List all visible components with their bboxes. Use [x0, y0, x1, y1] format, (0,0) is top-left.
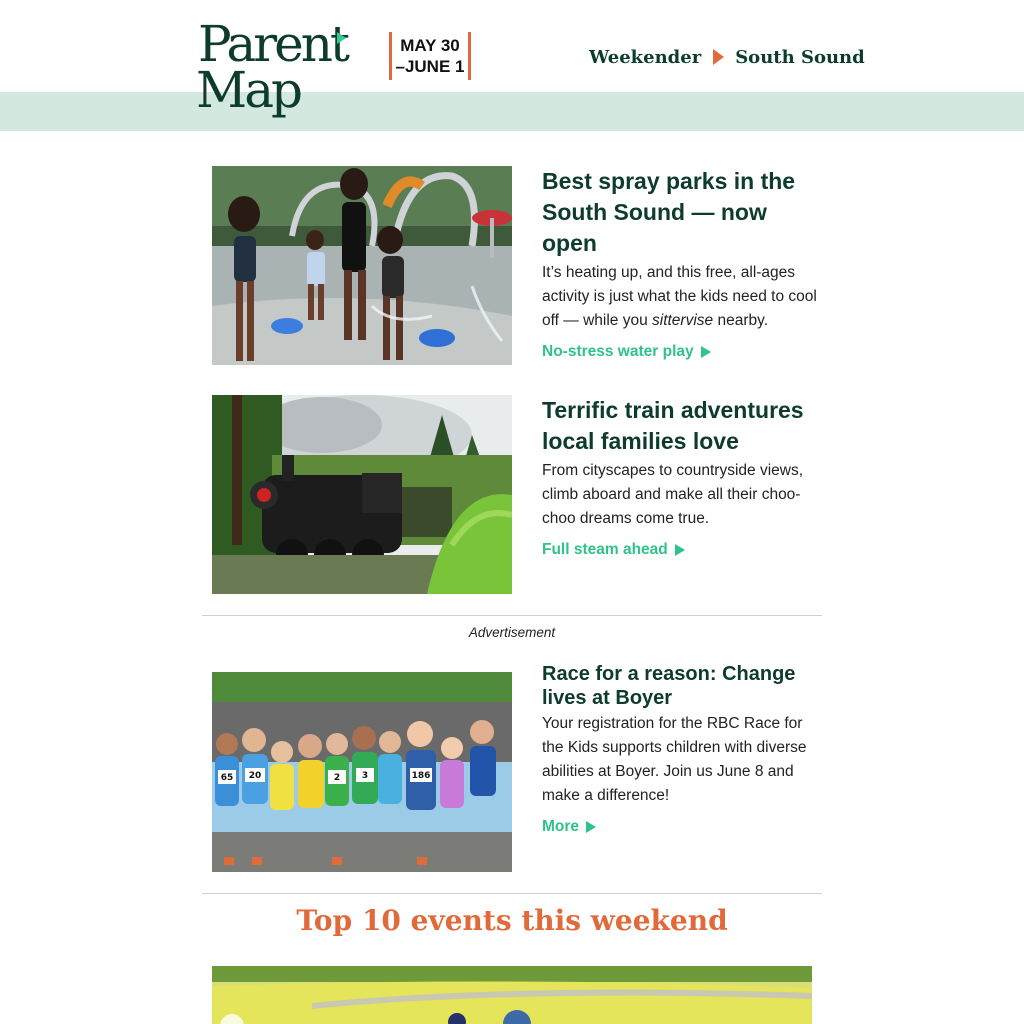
newsletter-breadcrumb: [589, 44, 865, 70]
bib: 2: [333, 773, 341, 783]
ad-description: Your registration for the RBC Race for the Kids supports children with diverse abilities at Boyer. Join us June 8 and make a difference!: [542, 715, 807, 804]
story-link-water-play[interactable]: [542, 343, 711, 361]
header: [0, 0, 1024, 131]
story-link-full-steam[interactable]: [542, 541, 685, 559]
date-range: [389, 32, 471, 80]
logo-word-parent: Parent: [198, 15, 347, 73]
spray-park-photo[interactable]: [212, 166, 512, 365]
divider: [202, 615, 822, 616]
advertisement-label: Advertisement: [468, 625, 556, 640]
ad-title[interactable]: Race for a reason: Change lives at Boyer: [542, 663, 796, 709]
link-label: More: [542, 818, 580, 835]
play-arrow-icon: [701, 346, 711, 358]
play-arrow-icon: [675, 544, 685, 556]
bib: 186: [411, 771, 431, 781]
breadcrumb-arrow-icon: [713, 49, 724, 65]
events-hero-photo[interactable]: [212, 966, 812, 1024]
logo-word-map: Map: [196, 61, 301, 119]
story-description: From cityscapes to countryside views, climb aboard and make all their choo-choo dreams come true.: [542, 462, 804, 527]
divider: [202, 893, 822, 894]
breadcrumb-section[interactable]: Weekender: [589, 46, 702, 68]
play-arrow-icon: [586, 821, 596, 833]
parentmap-logo[interactable]: [196, 14, 356, 124]
logo-triangle-icon: [337, 32, 346, 44]
story-title[interactable]: Best spray parks in the South Sound — now open: [542, 168, 796, 256]
events-section-title: Top 10 events this weekend: [296, 904, 728, 937]
story-text: [542, 166, 827, 361]
story-title[interactable]: Terrific train adventures local families love: [542, 397, 804, 454]
story-description: It’s heating up, and this free, all-ages activity is just what the kids need to cool off — while you sittervise nearby.: [542, 264, 817, 329]
steam-train-photo[interactable]: [212, 395, 512, 594]
breadcrumb-region[interactable]: South Sound: [735, 46, 865, 68]
ad-text: [542, 662, 827, 836]
race-kids-photo[interactable]: [212, 672, 512, 872]
link-label: No-stress water play: [542, 343, 694, 360]
date-start: MAY 30: [400, 36, 460, 55]
story-text: [542, 395, 827, 559]
link-label: Full steam ahead: [542, 541, 668, 558]
bib: 20: [248, 771, 262, 781]
bib: 65: [220, 773, 234, 783]
ad-link-more[interactable]: [542, 818, 596, 836]
date-end: –JUNE 1: [395, 57, 465, 76]
bib: 3: [361, 771, 369, 781]
